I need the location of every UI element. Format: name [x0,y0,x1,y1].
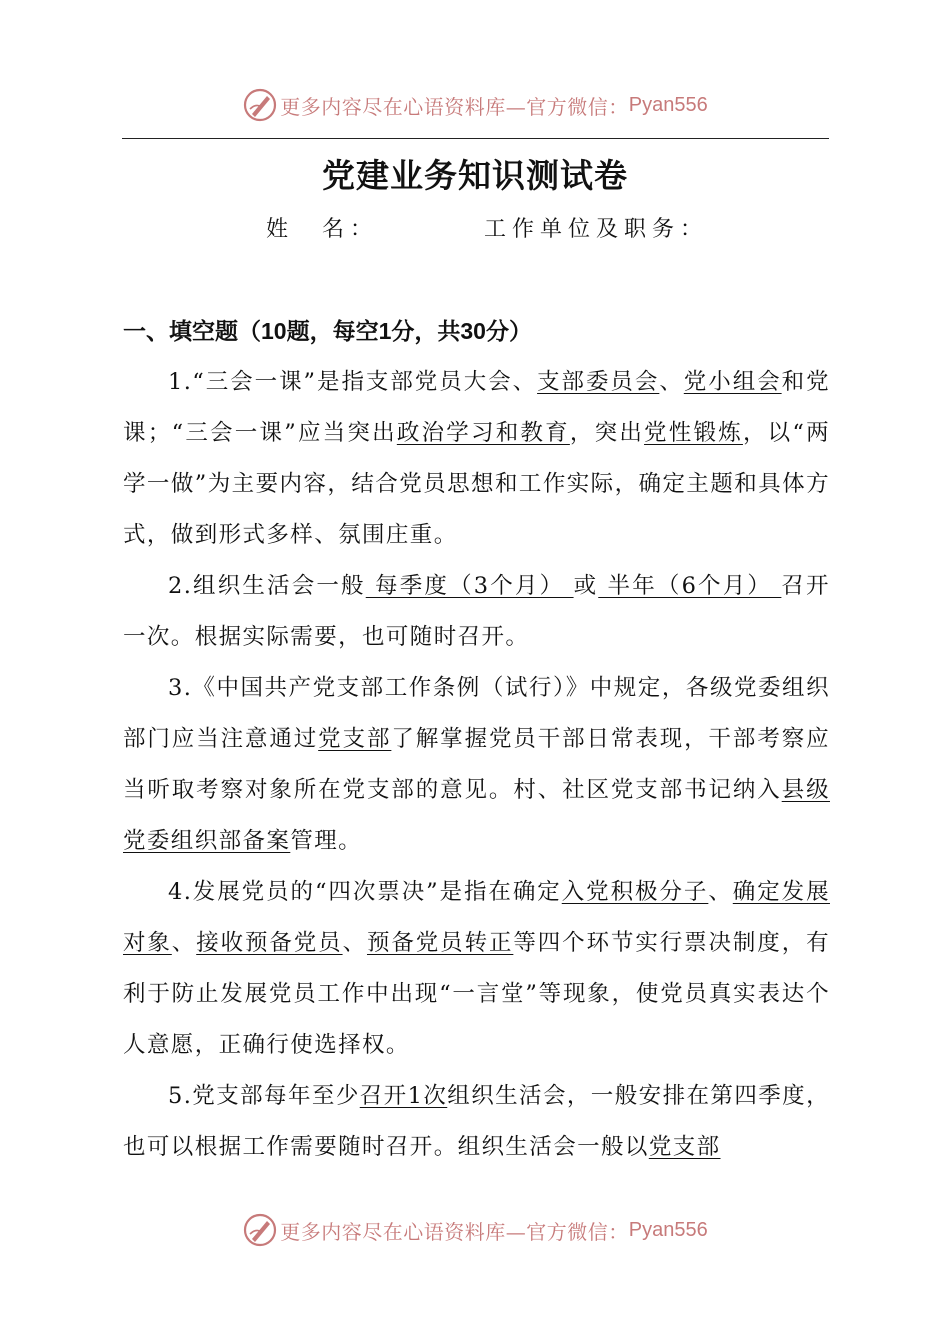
q1-answer-3: 政治学习和教育 [396,420,570,446]
q2-text-d: 召开一次。根据实际需要，也可随时召开。 [123,573,830,650]
question-2 [123,561,830,663]
header-watermark [0,85,950,125]
q4-answer-4: 预备党员转正 [366,930,514,956]
q4-answer-3: 接收预备党员 [196,930,343,956]
q1-answer-1: 支部委员会 [537,369,660,395]
q1-answer-4: 党性锻炼 [644,420,743,446]
q3-text-d: 管理。 [290,828,363,854]
q2-answer-1: 每季度（3个月） [365,573,574,599]
q4-text-a: 4.发展党员的“四次票决”是指在确定 [168,879,562,905]
q1-text-d: 和党课；“三会一课”应当突出 [123,369,830,446]
q2-text-a: 2.组织生活会一般 [168,573,366,599]
watermark-text: 更多内容尽在心语资料库—官方微信： [280,94,629,119]
questions-body [123,357,830,1173]
unit-label: 工作单位及职务： [484,217,709,242]
page-title: 党建业务知识测试卷 [322,156,628,195]
header-rule [122,138,829,139]
q1-text-c: 、 [659,369,684,395]
q3-text-a: 3.《中国共产党支部工作条例（试行）》中规定，各级党委组织部门应当注意通过 [123,675,830,752]
section-heading: 一、填空题（10题，每空1分，共30分） [123,318,532,344]
q2-text-c: 或 [573,573,599,599]
q3-answer-2: 县级党委组织部备案 [123,777,830,854]
question-4 [123,867,830,1071]
footer-watermark [0,1210,950,1250]
q1-text-f: ，以“两学一做”为主要内容，结合党员思想和工作实际，确定主题和具体方式，做到形式多样、氛围庄重。 [123,420,830,548]
q1-text-a: 1.“三会一课”是指支部党员大会、 [168,369,538,395]
q4-answer-2: 确定发展对象 [123,879,830,956]
q4-text-f: 等四个环节实行票决制度，有利于防止发展党员工作中出现“一言堂”等现象，使党员真实表达个人意愿，正确行使选择权。 [123,930,830,1058]
watermark-wechat-id: Pyan556 [628,1218,708,1241]
q1-answer-2: 党小组会 [683,369,782,395]
q4-text-e: 、 [342,930,367,956]
q4-text-c: 、 [708,879,733,905]
question-1 [123,357,830,561]
q5-answer-2: 党支部 [648,1134,721,1160]
pen-logo-icon [242,87,278,123]
q5-text-a: 5.党支部每年至少 [168,1083,360,1109]
q3-answer-1: 党支部 [318,726,392,752]
q3-text-c: 了解掌握党员干部日常表现，干部考察应当听取考察对象所在党支部的意见。村、社区党支部书记纳入 [123,726,831,803]
q4-text-d: 、 [171,930,197,956]
q5-answer-1: 召开1次 [359,1083,448,1109]
watermark-text: 更多内容尽在心语资料库—官方微信： [280,1219,629,1244]
name-label: 姓 名： [266,217,379,242]
q1-text-e: ，突出 [569,420,645,446]
pen-logo-icon [242,1212,278,1248]
watermark-wechat-id: Pyan556 [628,93,708,116]
question-3 [123,663,830,867]
q4-answer-1: 入党积极分子 [561,879,709,905]
question-5 [123,1071,830,1173]
q2-answer-2: 半年（6个月） [598,573,782,599]
q5-text-c: 组织生活会，一般安排在第四季度，也可以根据工作需要随时召开。组织生活会一般以 [123,1083,830,1160]
